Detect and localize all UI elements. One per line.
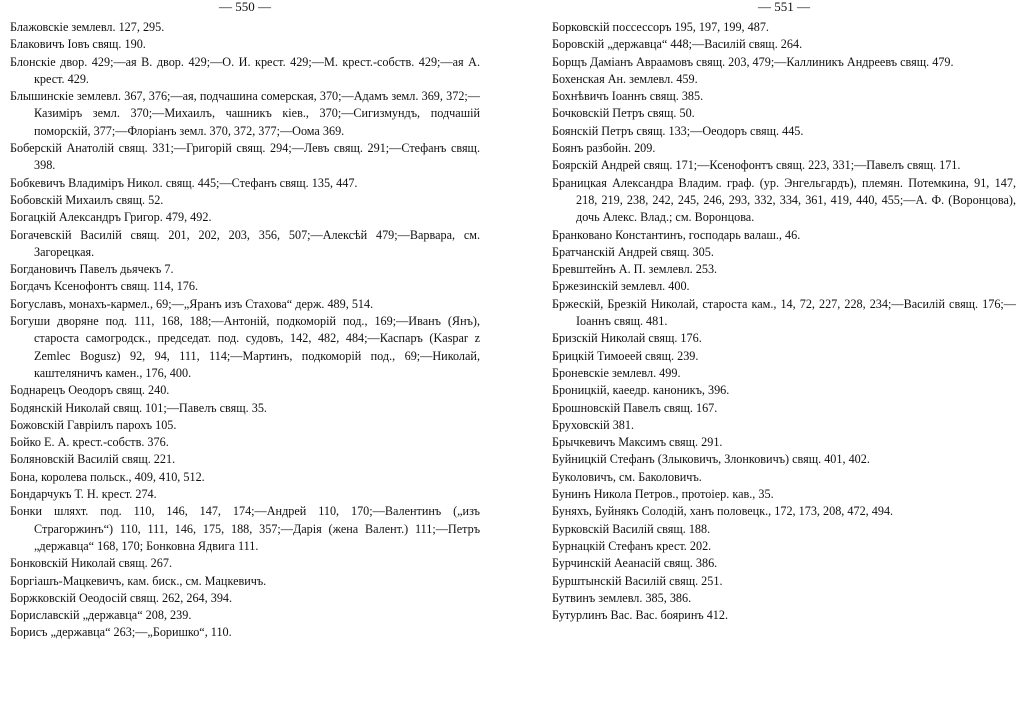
index-entry: Боянъ разбойн. 209. [552,141,656,156]
page-right [552,0,1016,726]
index-entry: Бунинъ Никола Петров., протоiер. кав., 35. [552,487,774,502]
index-entry: Бочковскiй Петръ свящ. 50. [552,106,695,121]
index-entry: Брицкiй Тимоеей свящ. 239. [552,348,699,363]
index-entry: Боярскiй Андрей свящ. 171;—Ксенофонтъ свящ. 223, 331;—Павелъ свящ. 171. [552,158,961,173]
index-entry: Бурковскiй Василiй свящ. 188. [552,521,711,536]
index-entry: Бондарчукъ Т. Н. крест. 274. [10,487,157,502]
index-entry: Брошновскiй Павелъ свящ. 167. [552,400,718,415]
index-entry: Бурнацкiй Стефанъ крест. 202. [552,538,712,553]
index-entry: Богацкiй Александръ Григор. 479, 492. [10,210,212,225]
index-entry: Боянскiй Петръ свящ. 133;—Оеодоръ свящ. 445. [552,123,804,138]
index-entry: Блонскiе двор. 429;—ая В. двор. 429;—О. И. крест. 429;—М. крест.-собств. 429;—ая А. крест. 429. [10,54,480,86]
index-entries [10,19,480,642]
index-entry: Боберскiй Анатолiй свящ. 331;—Григорiй свящ. 294;—Левъ свящ. 291;—Стефанъ свящ. 398. [10,141,480,173]
index-entry: Борщъ Дамiанъ Авраамовъ свящ. 203, 479;—Каллиникъ Андреевъ свящ. 479. [552,54,954,69]
index-entry: Бонковскiй Николай свящ. 267. [10,556,173,571]
index-entry: Бржезинскiй землевл. 400. [552,279,690,294]
index-entry: Блаковичъ Iовъ свящ. 190. [10,37,146,52]
index-entry: Бризскiй Николай свящ. 176. [552,331,702,346]
index-entry: Богдановичъ Павелъ дьячекъ 7. [10,262,174,277]
index-entry: Бурштынскiй Василiй свящ. 251. [552,573,723,588]
page-number: — 550 — [219,0,271,14]
index-entry: Бутурлинъ Вас. Вас. бояринъ 412. [552,608,729,623]
index-entries [552,19,1016,624]
index-entry: Бобовскiй Михаилъ свящ. 52. [10,192,164,207]
index-entry: Бурчинскiй Аеанасiй свящ. 386. [552,556,718,571]
index-entry: Бревштейнъ А. П. землевл. 253. [552,262,718,277]
index-entry: Бона, королева польск., 409, 410, 512. [10,469,205,484]
index-entry: Буйницкiй Стефанъ (Злыковичъ, Злонковичъ) свящ. 401, 402. [552,452,870,467]
index-entry: Бойко Е. А. крест.-собств. 376. [10,435,169,450]
index-entry: Бохенская Ан. землевл. 459. [552,71,698,86]
index-entry: Броницкiй, каеедр. каноникъ, 396. [552,383,730,398]
index-entry: Боржковскiй Оеодосiй свящ. 262, 264, 394. [10,590,233,605]
index-entry: Богачевскiй Василiй свящ. 201, 202, 203, 356, 507;—Алексѣй 479;—Варвара, см. Загорецкая. [10,227,480,259]
index-entry: Борковскiй поссессоръ 195, 197, 199, 487. [552,20,769,34]
index-entry: Буколовичъ, см. Баколовичъ. [552,469,702,484]
index-entry: Боднарецъ Оеодоръ свящ. 240. [10,383,170,398]
index-entry: Богуславъ, монахъ-кармел., 69;—„Яранъ изъ Стахова“ держ. 489, 514. [10,296,374,311]
index-entry: Бобкевичъ Владимiръ Никол. свящ. 445;—Стефанъ свящ. 135, 447. [10,175,358,190]
index-entry: Бонки шляхт. под. 110, 146, 147, 174;—Андрей 110, 170;—Валентинъ („изъ Страгоржинъ“) 110, 111, 146, 175, 188, 357;—Дарiя (жена Валент.) 111;—Петръ „державца“ 168, 170; Бонковна Ядвига 111. [10,504,480,553]
index-entry: Боровскiй „державца“ 448;—Василiй свящ. 264. [552,37,803,52]
index-entry: Бутвинъ землевл. 385, 386. [552,590,692,605]
index-entry: Браницкая Александра Владим. граф. (ур. Энгельгардъ), племян. Потемкина, 91, 147, 218, 219, 238, 242, 245, 246, 293, 332, 334, 361, 419, 440, 455;—А. Ф. (Воронцова), дочь Алекс. Влад.; см. Воронцова. [552,175,1016,225]
index-entry: Броневскiе землевл. 499. [552,365,681,380]
index-entry: Бодянскiй Николай свящ. 101;—Павелъ свящ. 35. [10,400,267,415]
page-number: — 551 — [758,0,810,14]
index-entry: Бохнѣвичъ Iоаннъ свящ. 385. [552,89,704,104]
index-entry: Боргiашъ-Мацкевичъ, кам. биск., см. Мацкевичъ. [10,573,267,588]
index-entry: Буняхъ, Буйнякъ Солодiй, ханъ половецк., 172, 173, 208, 472, 494. [552,504,894,519]
index-entry: Богдачъ Ксенофонтъ свящ. 114, 176. [10,279,199,294]
index-entry: Боляновскiй Василiй свящ. 221. [10,452,176,467]
index-entry: Блажовскiе землевл. 127, 295. [10,20,165,34]
index-entry: Бруховскiй 381. [552,417,635,432]
page-left [10,0,480,726]
index-entry: Богуши дворяне под. 111, 168, 188;—Антонiй, подкоморiй под., 169;—Иванъ (Янъ), староста самогродск., председат. под. судовъ, 142, 482, 484;—Каспаръ (Kaspar z Zemlec Bogusz) 92, 94, 111, 114;—Мартинъ, подкоморiй под., 69;—Николай, каштеляничъ камен., 176, 400. [10,314,480,380]
index-entry: Бранкованo Константинъ, господарь валаш., 46. [552,227,801,242]
index-entry: Брычкевичъ Максимъ свящ. 291. [552,435,723,450]
index-entry: Божовскiй Гаврiилъ парохъ 105. [10,417,177,432]
index-entry: Братчанскiй Андрей свящ. 305. [552,244,714,259]
index-entry: Бржескiй, Брезкiй Николай, староста кам., 14, 72, 227, 228, 234;—Василiй свящ. 176;—Iоаннъ свящ. 481. [552,296,1016,329]
index-entry: Блышинскiе землевл. 367, 376;—ая, подчашина сомерская, 370;—Адамъ земл. 369, 372;—Казимiръ земл. 370;—Михаилъ, чашникъ кiев., 370;—Сигизмундъ, подчашiй поморскiй, 377;—Флорiанъ земл. 370, 372, 377;—Оома 369. [10,89,480,138]
index-entry: Бориславскiй „державца“ 208, 239. [10,608,192,623]
index-entry: Борисъ „державца“ 263;—„Боришко“, 110. [10,625,232,640]
